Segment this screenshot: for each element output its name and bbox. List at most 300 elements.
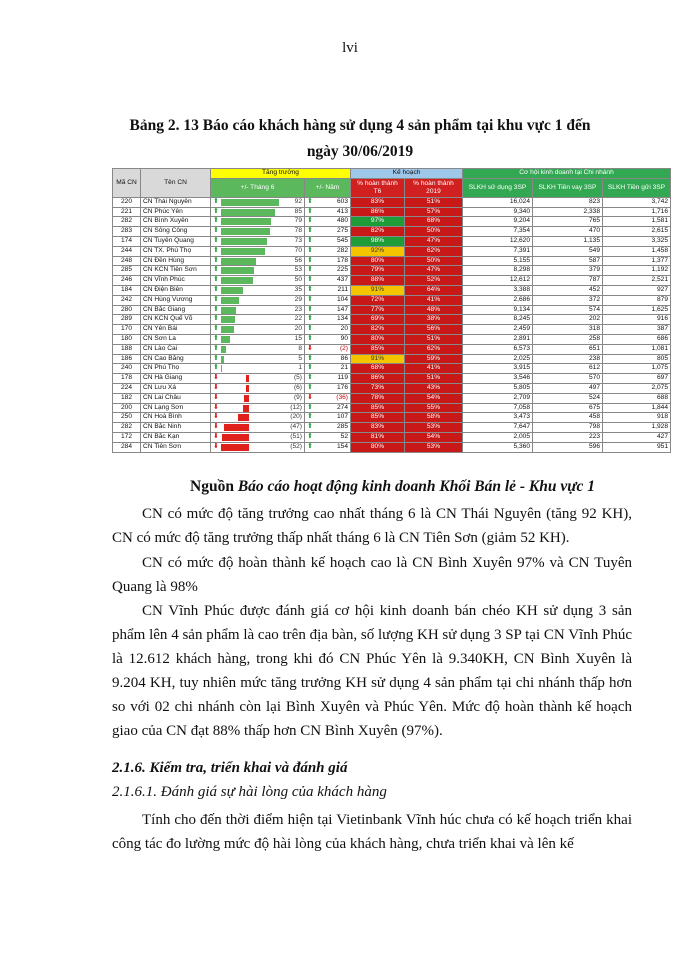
table-row — [113, 246, 671, 256]
nam-value: 480 — [336, 217, 348, 225]
cell-thang6-bar — [211, 334, 305, 344]
arrow-down-icon: ⬇ — [213, 442, 219, 450]
arrow-up-icon: ⬆ — [307, 285, 313, 293]
cell-ht-t6: 86% — [351, 374, 405, 384]
cell-nam — [305, 442, 351, 452]
cell-ht-2019: 47% — [405, 266, 463, 276]
bar-fill — [221, 326, 234, 333]
header-slkh-gui: SLKH Tiền gửi 3SP — [603, 178, 671, 197]
arrow-up-icon: ⬆ — [213, 266, 219, 274]
table-row — [113, 305, 671, 315]
cell-nam — [305, 383, 351, 393]
cell-slkh-gui: 1,716 — [603, 207, 671, 217]
cell-ma-cn: 280 — [113, 305, 141, 315]
heading-2-1-6-1: 2.1.6.1. Đánh giá sự hài lòng của khách hàng — [112, 784, 387, 800]
arrow-up-icon: ⬆ — [213, 197, 219, 205]
report-table — [112, 168, 671, 453]
cell-slkh-gui: 1,581 — [603, 217, 671, 227]
cell-slkh-sd: 5,805 — [463, 383, 533, 393]
cell-ten-cn: CN Lào Cai — [141, 344, 211, 354]
cell-ht-t6: 85% — [351, 413, 405, 423]
arrow-up-icon: ⬆ — [307, 403, 313, 411]
header-ke-hoach: Kế hoạch — [351, 169, 463, 179]
cell-slkh-vay: 379 — [533, 266, 603, 276]
bar-value: (5) — [293, 374, 302, 382]
cell-ht-2019: 57% — [405, 207, 463, 217]
header-ht-2019: % hoàn thành 2019 — [405, 178, 463, 197]
table-row — [113, 256, 671, 266]
bar-value: (20) — [290, 413, 302, 421]
arrow-up-icon: ⬆ — [307, 374, 313, 382]
cell-ht-2019: 54% — [405, 432, 463, 442]
nam-value: 603 — [336, 197, 348, 205]
arrow-down-icon: ⬇ — [213, 432, 219, 440]
cell-slkh-vay: 587 — [533, 256, 603, 266]
cell-slkh-sd: 12,612 — [463, 276, 533, 286]
cell-slkh-sd: 2,459 — [463, 325, 533, 335]
cell-slkh-vay: 452 — [533, 285, 603, 295]
cell-ht-t6: 91% — [351, 285, 405, 295]
cell-ma-cn: 283 — [113, 227, 141, 237]
bar-value: 70 — [294, 246, 302, 254]
cell-slkh-gui: 927 — [603, 285, 671, 295]
nam-value: 107 — [336, 413, 348, 421]
arrow-up-icon: ⬆ — [307, 217, 313, 225]
arrow-up-icon: ⬆ — [307, 246, 313, 254]
bar-value: 53 — [294, 266, 302, 274]
nam-value: 211 — [337, 285, 348, 293]
cell-slkh-vay: 223 — [533, 432, 603, 442]
cell-slkh-sd: 9,340 — [463, 207, 533, 217]
cell-nam — [305, 197, 351, 207]
cell-ht-2019: 51% — [405, 197, 463, 207]
cell-ht-2019: 47% — [405, 236, 463, 246]
cell-ma-cn: 180 — [113, 334, 141, 344]
bar-value: 22 — [294, 315, 302, 323]
nam-value: 90 — [340, 334, 348, 342]
bar-value: 5 — [298, 354, 302, 362]
cell-ten-cn: CN KCN Tiên Sơn — [141, 266, 211, 276]
cell-ten-cn: CN Đền Hùng — [141, 256, 211, 266]
bar-value: 78 — [294, 227, 302, 235]
cell-slkh-sd: 5,155 — [463, 256, 533, 266]
cell-slkh-gui: 1,625 — [603, 305, 671, 315]
cell-nam — [305, 276, 351, 286]
table-row — [113, 315, 671, 325]
cell-ma-cn: 248 — [113, 256, 141, 266]
arrow-up-icon: ⬆ — [213, 207, 219, 215]
bar-fill — [221, 297, 239, 304]
nam-value: 119 — [337, 374, 348, 382]
cell-slkh-sd: 5,360 — [463, 442, 533, 452]
cell-slkh-gui: 1,192 — [603, 266, 671, 276]
cell-thang6-bar — [211, 236, 305, 246]
table-row — [113, 276, 671, 286]
cell-ten-cn: CN Hùng Vương — [141, 295, 211, 305]
arrow-down-icon: ⬇ — [213, 423, 219, 431]
cell-thang6-bar — [211, 227, 305, 237]
cell-slkh-vay: 524 — [533, 393, 603, 403]
cell-ten-cn: CN Lưu Xá — [141, 383, 211, 393]
cell-slkh-gui: 686 — [603, 334, 671, 344]
cell-slkh-sd: 2,686 — [463, 295, 533, 305]
bar-value: 92 — [294, 197, 302, 205]
table-source — [190, 478, 595, 496]
cell-slkh-vay: 823 — [533, 197, 603, 207]
cell-slkh-vay: 318 — [533, 325, 603, 335]
cell-ma-cn: 224 — [113, 383, 141, 393]
arrow-up-icon: ⬆ — [307, 305, 313, 313]
table-row — [113, 364, 671, 374]
table-row — [113, 374, 671, 384]
cell-slkh-sd: 3,915 — [463, 364, 533, 374]
cell-nam — [305, 285, 351, 295]
arrow-down-icon: ⬇ — [213, 403, 219, 411]
bar-fill — [221, 444, 249, 451]
cell-thang6-bar — [211, 413, 305, 423]
arrow-up-icon: ⬆ — [213, 227, 219, 235]
cell-slkh-vay: 574 — [533, 305, 603, 315]
arrow-up-icon: ⬆ — [307, 227, 313, 235]
bar-value: 8 — [298, 344, 302, 352]
table-row — [113, 207, 671, 217]
cell-slkh-gui: 2,615 — [603, 227, 671, 237]
bar-fill — [221, 228, 270, 235]
cell-slkh-vay: 202 — [533, 315, 603, 325]
cell-nam — [305, 432, 351, 442]
bar-fill — [221, 248, 265, 255]
arrow-up-icon: ⬆ — [307, 334, 313, 342]
cell-ten-cn: CN Bình Xuyên — [141, 217, 211, 227]
report-table-wrapper — [112, 168, 670, 512]
cell-slkh-sd: 3,388 — [463, 285, 533, 295]
arrow-up-icon: ⬆ — [307, 354, 313, 362]
report-table-body — [113, 197, 671, 452]
table-row — [113, 295, 671, 305]
cell-nam — [305, 266, 351, 276]
cell-ht-t6: 91% — [351, 354, 405, 364]
cell-slkh-sd: 7,354 — [463, 227, 533, 237]
cell-ten-cn: CN TX. Phú Thọ — [141, 246, 211, 256]
cell-thang6-bar — [211, 217, 305, 227]
arrow-up-icon: ⬆ — [213, 256, 219, 264]
cell-slkh-sd: 7,647 — [463, 423, 533, 433]
cell-slkh-gui: 918 — [603, 413, 671, 423]
bar-fill — [221, 356, 224, 363]
table-row — [113, 334, 671, 344]
nam-value: 545 — [336, 236, 348, 244]
cell-slkh-gui: 3,742 — [603, 197, 671, 207]
cell-nam — [305, 374, 351, 384]
header-ten-cn: Tên CN — [141, 169, 211, 198]
cell-slkh-gui: 916 — [603, 315, 671, 325]
cell-ma-cn: 172 — [113, 432, 141, 442]
cell-ten-cn: CN Phúc Yên — [141, 207, 211, 217]
nam-value: 147 — [336, 305, 348, 313]
nam-value: 274 — [336, 403, 348, 411]
arrow-up-icon: ⬆ — [307, 276, 313, 284]
bar-fill — [221, 209, 275, 216]
arrow-up-icon: ⬆ — [307, 364, 313, 372]
cell-ten-cn: CN Tiên Sơn — [141, 442, 211, 452]
cell-ht-2019: 62% — [405, 246, 463, 256]
bar-value: 56 — [294, 256, 302, 264]
cell-slkh-vay: 765 — [533, 217, 603, 227]
arrow-up-icon: ⬆ — [213, 325, 219, 333]
cell-ht-2019: 68% — [405, 217, 463, 227]
bar-value: 79 — [294, 217, 302, 225]
cell-ht-2019: 41% — [405, 295, 463, 305]
table-caption — [110, 113, 610, 165]
cell-slkh-gui: 1,458 — [603, 246, 671, 256]
arrow-up-icon: ⬆ — [307, 256, 313, 264]
bar-value: (52) — [290, 442, 302, 450]
bar-value: 35 — [294, 285, 302, 293]
arrow-up-icon: ⬆ — [307, 423, 313, 431]
cell-slkh-vay: 675 — [533, 403, 603, 413]
cell-nam — [305, 256, 351, 266]
cell-slkh-gui: 1,844 — [603, 403, 671, 413]
cell-ten-cn: CN Bắc Giang — [141, 305, 211, 315]
arrow-down-icon: ⬇ — [307, 393, 313, 401]
arrow-up-icon: ⬆ — [213, 217, 219, 225]
cell-nam — [305, 344, 351, 354]
cell-thang6-bar — [211, 344, 305, 354]
cell-ma-cn: 170 — [113, 325, 141, 335]
table-row — [113, 236, 671, 246]
cell-slkh-vay: 612 — [533, 364, 603, 374]
cell-slkh-sd: 8,245 — [463, 315, 533, 325]
cell-slkh-sd: 2,891 — [463, 334, 533, 344]
arrow-up-icon: ⬆ — [213, 276, 219, 284]
nam-value: 275 — [336, 227, 348, 235]
cell-ht-t6: 68% — [351, 364, 405, 374]
bar-value: 85 — [294, 207, 302, 215]
cell-ten-cn: CN Thái Nguyên — [141, 197, 211, 207]
cell-thang6-bar — [211, 374, 305, 384]
header-thang6: +/- Tháng 6 — [211, 178, 305, 197]
cell-ten-cn: CN Hoà Bình — [141, 413, 211, 423]
arrow-up-icon: ⬆ — [213, 305, 219, 313]
cell-ht-t6: 85% — [351, 403, 405, 413]
cell-ht-2019: 51% — [405, 334, 463, 344]
bar-fill — [221, 199, 279, 206]
cell-ht-2019: 38% — [405, 315, 463, 325]
cell-slkh-gui: 951 — [603, 442, 671, 452]
cell-slkh-vay: 372 — [533, 295, 603, 305]
cell-nam — [305, 364, 351, 374]
cell-nam — [305, 315, 351, 325]
cell-ma-cn: 284 — [113, 442, 141, 452]
cell-ma-cn: 200 — [113, 403, 141, 413]
cell-ht-t6: 85% — [351, 344, 405, 354]
cell-ht-t6: 73% — [351, 383, 405, 393]
bar-value: (12) — [290, 403, 302, 411]
bar-fill — [222, 434, 249, 441]
cell-thang6-bar — [211, 285, 305, 295]
cell-ten-cn: CN Vĩnh Phúc — [141, 276, 211, 286]
bar-value: 15 — [294, 334, 302, 342]
cell-slkh-vay: 798 — [533, 423, 603, 433]
cell-nam — [305, 423, 351, 433]
cell-ten-cn: CN Lai Châu — [141, 393, 211, 403]
cell-thang6-bar — [211, 246, 305, 256]
cell-thang6-bar — [211, 442, 305, 452]
cell-thang6-bar — [211, 354, 305, 364]
arrow-up-icon: ⬆ — [213, 364, 219, 372]
cell-ht-t6: 83% — [351, 423, 405, 433]
arrow-up-icon: ⬆ — [213, 354, 219, 362]
arrow-up-icon: ⬆ — [307, 325, 313, 333]
cell-slkh-vay: 1,135 — [533, 236, 603, 246]
arrow-up-icon: ⬆ — [307, 295, 313, 303]
nam-value: (2) — [339, 344, 348, 352]
cell-ht-2019: 62% — [405, 344, 463, 354]
cell-ht-t6: 79% — [351, 266, 405, 276]
arrow-up-icon: ⬆ — [213, 315, 219, 323]
cell-nam — [305, 207, 351, 217]
paragraph-2: CN có mức độ hoàn thành kế hoạch cao là CN Bình Xuyên 97% và CN Tuyên Quang là 98% — [112, 555, 632, 595]
caption-line-2: ngày 30/06/2019 — [306, 143, 414, 160]
cell-ten-cn: CN Phú Thọ — [141, 364, 211, 374]
bar-value: 1 — [298, 364, 302, 372]
cell-ten-cn: CN Yên Bái — [141, 325, 211, 335]
cell-nam — [305, 295, 351, 305]
cell-ten-cn: CN Điện Biên — [141, 285, 211, 295]
cell-slkh-vay: 596 — [533, 442, 603, 452]
cell-ten-cn: CN Tuyên Quang — [141, 236, 211, 246]
bar-fill — [221, 336, 230, 343]
cell-ht-t6: 83% — [351, 197, 405, 207]
cell-ma-cn: 188 — [113, 344, 141, 354]
arrow-down-icon: ⬇ — [213, 383, 219, 391]
cell-ma-cn: 174 — [113, 236, 141, 246]
cell-ht-t6: 78% — [351, 393, 405, 403]
cell-ht-2019: 55% — [405, 403, 463, 413]
arrow-up-icon: ⬆ — [307, 207, 313, 215]
cell-ht-t6: 97% — [351, 217, 405, 227]
cell-slkh-gui: 3,325 — [603, 236, 671, 246]
cell-ht-2019: 50% — [405, 227, 463, 237]
cell-slkh-vay: 549 — [533, 246, 603, 256]
cell-nam — [305, 413, 351, 423]
table-row — [113, 354, 671, 364]
bar-fill — [244, 395, 249, 402]
table-row — [113, 383, 671, 393]
bar-value: (6) — [293, 383, 302, 391]
arrow-up-icon: ⬆ — [307, 442, 313, 450]
cell-ht-2019: 48% — [405, 305, 463, 315]
bar-fill — [243, 405, 249, 412]
cell-slkh-sd: 9,134 — [463, 305, 533, 315]
arrow-down-icon: ⬇ — [213, 413, 219, 421]
cell-slkh-gui: 2,075 — [603, 383, 671, 393]
cell-ma-cn: 282 — [113, 423, 141, 433]
cell-slkh-sd: 2,005 — [463, 432, 533, 442]
header-ma-cn: Mã CN — [113, 169, 141, 198]
bar-value: (47) — [290, 423, 302, 431]
cell-ht-2019: 43% — [405, 383, 463, 393]
table-row — [113, 344, 671, 354]
cell-ht-2019: 53% — [405, 423, 463, 433]
cell-slkh-gui: 879 — [603, 295, 671, 305]
cell-nam — [305, 246, 351, 256]
nam-value: 437 — [336, 276, 348, 284]
header-slkh-vay: SLKH Tiền vay 3SP — [533, 178, 603, 197]
cell-slkh-vay: 570 — [533, 374, 603, 384]
nam-value: 285 — [336, 423, 348, 431]
caption-line-1: Bảng 2. 13 Báo cáo khách hàng sử dụng 4 sản phẩm tại khu vực 1 đến — [129, 117, 591, 134]
cell-thang6-bar — [211, 197, 305, 207]
nam-value: 225 — [336, 266, 348, 274]
bar-fill — [246, 375, 249, 382]
nam-value: 176 — [336, 383, 348, 391]
cell-slkh-vay: 497 — [533, 383, 603, 393]
cell-slkh-gui: 387 — [603, 325, 671, 335]
arrow-up-icon: ⬆ — [213, 236, 219, 244]
arrow-up-icon: ⬆ — [213, 295, 219, 303]
cell-slkh-gui: 1,928 — [603, 423, 671, 433]
cell-ten-cn: CN Sông Công — [141, 227, 211, 237]
cell-nam — [305, 227, 351, 237]
cell-nam — [305, 325, 351, 335]
table-row — [113, 325, 671, 335]
paragraph-3: CN Vĩnh Phúc được đánh giá cơ hội kinh doanh bán chéo KH sử dụng 3 sản phẩm lên 4 sản phẩm là cao trên địa bàn, số lượng KH sử dụng 3 SP tại CN Vĩnh Phúc là 12.612 khách hàng, trong khi đó CN Phúc Yên là 9.340KH, CN Bình Xuyên là 9.204 KH, tuy nhiên mức tăng trưởng KH sử dụng 4 sản phẩm tại chi nhánh thấp hơn so với 02 chi nhánh còn lại Bình Xuyên và Phúc Yên. Mức độ hoàn thành kế hoạch giao của CN đạt 88% thấp hơn CN Bình Xuyên (97%). — [112, 603, 632, 739]
arrow-up-icon: ⬆ — [307, 266, 313, 274]
cell-nam — [305, 236, 351, 246]
cell-thang6-bar — [211, 256, 305, 266]
cell-ma-cn: 178 — [113, 374, 141, 384]
cell-slkh-gui: 1,377 — [603, 256, 671, 266]
cell-thang6-bar — [211, 364, 305, 374]
page-number: lvi — [342, 40, 358, 56]
nam-value: 134 — [336, 315, 348, 323]
table-row — [113, 285, 671, 295]
cell-ht-t6: 88% — [351, 276, 405, 286]
bar-fill — [221, 218, 271, 225]
cell-slkh-gui: 688 — [603, 393, 671, 403]
cell-slkh-gui: 697 — [603, 374, 671, 384]
table-row — [113, 393, 671, 403]
nam-value: 413 — [336, 207, 348, 215]
nam-value: 21 — [340, 364, 348, 372]
cell-slkh-sd: 7,391 — [463, 246, 533, 256]
cell-ht-2019: 64% — [405, 285, 463, 295]
table-row — [113, 403, 671, 413]
cell-ht-t6: 69% — [351, 315, 405, 325]
bar-fill — [221, 307, 236, 314]
cell-ht-2019: 56% — [405, 325, 463, 335]
cell-slkh-gui: 1,081 — [603, 344, 671, 354]
cell-ht-2019: 54% — [405, 393, 463, 403]
cell-thang6-bar — [211, 432, 305, 442]
bar-fill — [221, 238, 267, 245]
cell-ten-cn: CN Lạng Sơn — [141, 403, 211, 413]
header-co-hoi: Cơ hội kinh doanh tại Chi nhánh — [463, 169, 671, 179]
cell-ht-t6: 86% — [351, 207, 405, 217]
arrow-up-icon: ⬆ — [307, 315, 313, 323]
cell-slkh-sd: 12,620 — [463, 236, 533, 246]
cell-thang6-bar — [211, 207, 305, 217]
cell-slkh-sd: 7,058 — [463, 403, 533, 413]
arrow-up-icon: ⬆ — [307, 413, 313, 421]
table-row — [113, 227, 671, 237]
cell-slkh-sd: 8,298 — [463, 266, 533, 276]
cell-slkh-sd: 2,709 — [463, 393, 533, 403]
cell-thang6-bar — [211, 325, 305, 335]
nam-value: 104 — [336, 295, 348, 303]
nam-value: 52 — [340, 432, 348, 440]
